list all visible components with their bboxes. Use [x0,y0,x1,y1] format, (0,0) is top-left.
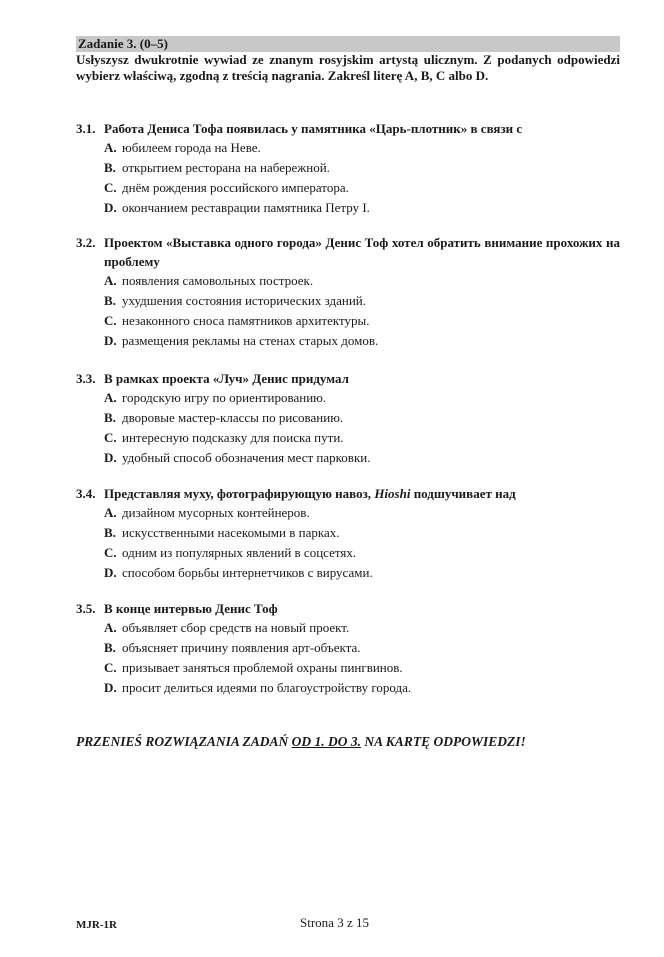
option-letter: C. [104,545,117,560]
option-letter: A. [104,505,117,520]
option-letter: B. [104,160,116,175]
option-text: способом борьбы интернетчиков с вирусами. [122,565,373,580]
exam-code: MJR-1R [76,919,117,931]
option-list [76,271,620,351]
question-3-1 [76,119,620,218]
option-letter: A. [104,140,117,155]
option-letter: C. [104,313,117,328]
option-b[interactable] [76,408,620,428]
stem-italic-name: Hioshi [374,486,411,501]
option-text: окончанием реставрации памятника Петру I. [122,200,370,215]
option-text: открытием ресторана на набережной. [122,160,330,175]
option-letter: C. [104,180,117,195]
option-list [76,503,620,583]
option-text: ухудшения состояния исторических зданий. [122,293,366,308]
option-c[interactable] [76,428,620,448]
option-d[interactable] [76,331,620,351]
question-text: Работа Дениса Тофа появилась у памятника «Царь-плотник» в связи с [104,121,523,136]
option-letter: B. [104,410,116,425]
option-text: интересную подсказку для поиска пути. [122,430,344,445]
option-text: объявляет сбор средств на новый проект. [122,620,350,635]
option-c[interactable] [76,658,620,678]
option-letter: B. [104,640,116,655]
option-letter: D. [104,565,117,580]
option-a[interactable] [76,503,620,523]
option-text: удобный способ обозначения мест парковки. [122,450,371,465]
option-letter: A. [104,620,117,635]
option-letter: C. [104,430,117,445]
question-number: 3.2. [76,235,96,250]
option-d[interactable] [76,678,620,698]
option-text: дизайном мусорных контейнеров. [122,505,310,520]
option-text: размещения рекламы на стенах старых домов. [122,333,379,348]
option-text: днём рождения российского императора. [122,180,349,195]
option-a[interactable] [76,388,620,408]
transfer-text: NA KARTĘ ODPOWIEDZI! [361,734,526,749]
stem-part: подшучивает над [410,486,516,501]
option-d[interactable] [76,198,620,218]
option-d[interactable] [76,448,620,468]
option-b[interactable] [76,291,620,311]
option-a[interactable] [76,138,620,158]
option-text: юбилеем города на Неве. [122,140,261,155]
question-3-2 [76,233,620,351]
question-number: 3.4. [76,486,96,501]
option-text: одним из популярных явлений в соцсетях. [122,545,357,560]
option-text: незаконного сноса памятников архитектуры. [122,313,370,328]
stem-part: Представляя муху, фотографирующую навоз, [104,486,375,501]
option-letter: D. [104,200,117,215]
question-stem [76,484,620,503]
option-list [76,618,620,698]
option-letter: B. [104,293,116,308]
option-list [76,388,620,468]
option-letter: A. [104,390,117,405]
question-text: Проектом «Выставка одного города» Денис Тоф хотел обратить внимание прохожих на проблему [104,235,620,269]
task-instructions: Usłyszysz dwukrotnie wywiad ze znanym rosyjskim artystą ulicznym. Z podanych odpowiedzi wybierz właściwą, zgodną z treścią nagrania. Zakreśl literę A, B, C albo D. [76,52,620,83]
option-text: объясняет причину появления арт-объекта. [122,640,361,655]
option-letter: C. [104,660,117,675]
option-b[interactable] [76,523,620,543]
option-a[interactable] [76,271,620,291]
page-number: Strona 3 z 15 [300,915,369,930]
option-text: появления самовольных построек. [122,273,314,288]
question-text [104,484,620,503]
option-c[interactable] [76,311,620,331]
option-text: искусственными насекомыми в парках. [122,525,340,540]
option-text: просит делиться идеями по благоустройству города. [122,680,412,695]
option-c[interactable] [76,543,620,563]
transfer-text: PRZENIEŚ ROZWIĄZANIA ZADAŃ [76,734,292,749]
option-text: дворовые мастер-классы по рисованию. [122,410,344,425]
question-stem [76,369,620,388]
option-text: призывает заняться проблемой охраны пингвинов. [122,660,403,675]
question-3-3 [76,369,620,468]
option-a[interactable] [76,618,620,638]
transfer-range: OD 1. DO 3. [291,734,362,749]
option-letter: A. [104,273,117,288]
question-3-4 [76,484,620,583]
transfer-instruction [76,733,636,751]
option-text: городскую игру по ориентированию. [122,390,327,405]
option-letter: D. [104,680,117,695]
task-header: Zadanie 3. (0–5) [76,36,620,52]
question-stem [76,599,620,618]
question-number: 3.5. [76,601,96,616]
question-stem [76,119,620,138]
question-number: 3.1. [76,121,96,136]
option-letter: B. [104,525,116,540]
question-3-5 [76,599,620,698]
option-c[interactable] [76,178,620,198]
question-text: В конце интервью Денис Тоф [104,601,278,616]
question-stem [76,233,620,271]
question-number: 3.3. [76,371,96,386]
option-b[interactable] [76,158,620,178]
option-d[interactable] [76,563,620,583]
option-list [76,138,620,218]
option-letter: D. [104,450,117,465]
option-b[interactable] [76,638,620,658]
option-letter: D. [104,333,117,348]
question-text: В рамках проекта «Луч» Денис придумал [104,371,349,386]
